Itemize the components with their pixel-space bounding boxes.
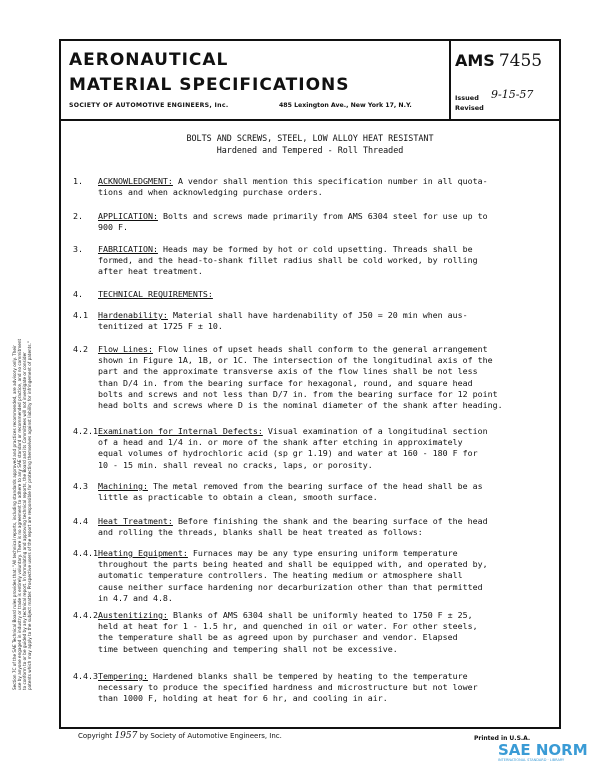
revised-label: Revised: [455, 104, 484, 112]
section-line: throughout the parts being heated and shall be equipped with, and operated by,: [98, 559, 488, 570]
copyright-by: by Society of Automotive Engineers, Inc.: [139, 732, 282, 740]
section-heading: ACKNOWLEDGMENT:: [98, 176, 173, 186]
side-note: [12, 339, 32, 690]
header-title-line2: MATERIAL SPECIFICATIONS: [69, 75, 350, 95]
section-line: than 1000 F, holding at heat for 6 hr, and cooling in air.: [98, 693, 388, 704]
section-line: necessary to produce the specified hardness and microstructure but not lower: [98, 682, 478, 693]
section-line: head bolts and screws where D is the nominal diameter of the shank after heading.: [98, 400, 503, 411]
section-line: automatic temperature controllers. The heating medium or atmosphere shall: [98, 570, 463, 581]
section-line: bolts and screws and not less than D/7 in. from the bearing surface for 12 point: [98, 388, 498, 399]
section-line: little as practicable to obtain a clean, smooth surface.: [98, 492, 378, 503]
section-line: [98, 310, 546, 321]
side-note-line: patents which may apply to the subject matter. Prospective users of the report are responsible for protecting themselves against liability for infringement of patents.": [27, 341, 32, 690]
section-number: 4.4.2: [73, 610, 98, 620]
side-note-line: Section 7C of the SAE Technical Board rules provides that: "All technical reports, including standards approved and practices recommended, are advisory only. Their: [12, 345, 17, 690]
ams-id: [455, 51, 542, 71]
section-body: [98, 481, 546, 503]
issued-label: Issued: [455, 94, 479, 102]
footer-copyright: [78, 731, 282, 741]
section-heading: Examination for Internal Defects:: [98, 426, 263, 436]
section-line: shown in Figure 1A, 1B, or 1C. The intersection of the longitudinal axis of the: [98, 355, 493, 366]
section-heading: APPLICATION:: [98, 211, 158, 221]
header-left: [61, 41, 451, 121]
issued-date: 9-15-57: [491, 88, 534, 101]
section-body: [98, 344, 546, 411]
section-text: Before finishing the shank and the bearing surface of the head: [177, 516, 488, 526]
section-line: than D/4 in. from the bearing surface for hexagonal, round, and square head: [98, 377, 473, 388]
document-frame: [59, 39, 561, 729]
section-text: Bolts and screws made primarily from AMS 6304 steel for use up to: [162, 211, 488, 221]
section-line: and rolling the threads, blanks shall be heat treated as follows:: [98, 527, 423, 538]
section-body: [98, 548, 546, 604]
section-line: equal volumes of hydrochloric acid (sp gr 1.19) and water at 160 - 180 F for: [98, 448, 478, 459]
section-heading: Hardenability:: [98, 310, 168, 320]
section-text: Hardened blanks shall be tempered by heating to the temperature: [152, 671, 468, 681]
society-name: SOCIETY OF AUTOMOTIVE ENGINEERS, Inc.: [69, 102, 229, 109]
section-number: 2.: [73, 211, 83, 221]
section-line: tenitized at 1725 F ± 10.: [98, 321, 223, 332]
section-line: [98, 211, 546, 222]
section-line: [98, 516, 546, 527]
side-note-line: use by anyone engaged in industry or trade is entirely voluntary. There is no agreement to adhere to any SAE standard or recommended practice, and no commitment: [17, 338, 22, 690]
section-heading: FABRICATION:: [98, 244, 158, 254]
section-line: of a head and 1/4 in. or more of the shank after etching in approximately: [98, 437, 463, 448]
section-body: [98, 176, 546, 198]
section-heading: Heat Treatment:: [98, 516, 173, 526]
section-line: [98, 244, 546, 255]
copyright-label: Copyright: [78, 732, 113, 740]
side-note-line: to conform to or be guided by any technical report. In formulating and approving technical reports, the Board and its Committees will not investigate or consider: [22, 352, 27, 690]
section-line: 10 - 15 min. shall reveal no cracks, laps, or porosity.: [98, 459, 373, 470]
section-line: [98, 289, 546, 300]
section-number: 4.1: [73, 310, 88, 320]
section-line: [98, 610, 546, 621]
section-line: [98, 548, 546, 559]
section-text: The metal removed from the bearing surface of the head shall be as: [152, 481, 483, 491]
section-body: [98, 671, 546, 705]
section-heading: Heating Equipment:: [98, 548, 188, 558]
ams-label: AMS: [455, 51, 495, 70]
section-text: A vendor shall mention this specification number in all quota-: [177, 176, 488, 186]
section-line: [98, 426, 546, 437]
section-heading: Flow Lines:: [98, 344, 153, 354]
section-text: Visual examination of a longitudinal section: [267, 426, 488, 436]
section-heading: Austenitizing:: [98, 610, 168, 620]
section-line: tions and when acknowledging purchase orders.: [98, 187, 323, 198]
section-number: 4.: [73, 289, 83, 299]
section-heading: Machining:: [98, 481, 148, 491]
section-body: [98, 516, 546, 538]
section-number: 4.3: [73, 481, 88, 491]
watermark-subtext: INTERNATIONAL STANDARD · LIBRARY: [498, 758, 565, 762]
section-line: [98, 671, 546, 682]
section-body: [98, 244, 546, 278]
spec-title: BOLTS AND SCREWS, STEEL, LOW ALLOY HEAT RESISTANT: [186, 133, 434, 143]
section-text: Heads may be formed by hot or cold upsetting. Threads shall be: [162, 244, 473, 254]
section-line: cause neither surface hardening nor decarburization other than that permitted: [98, 581, 483, 592]
society-address: 485 Lexington Ave., New York 17, N.Y.: [279, 102, 412, 109]
section-line: part and the approximate transverse axis of the flow lines shall be not less: [98, 366, 478, 377]
section-body: [98, 289, 546, 300]
section-number: 4.4.3: [73, 671, 98, 681]
section-line: after heat treatment.: [98, 266, 203, 277]
section-text: Flow lines of upset heads shall conform to the general arrangement: [157, 344, 488, 354]
section-number: 4.4: [73, 516, 88, 526]
section-heading: Tempering:: [98, 671, 148, 681]
section-number: 1.: [73, 176, 83, 186]
section-line: the temperature shall be as agreed upon by purchaser and vendor. Elapsed: [98, 632, 458, 643]
ams-number: 7455: [498, 51, 543, 71]
section-text: Furnaces may be any type ensuring uniform temperature: [192, 548, 458, 558]
section-line: [98, 344, 546, 355]
section-text: Blanks of AMS 6304 shall be uniformly heated to 1750 F ± 25,: [172, 610, 473, 620]
header-right: [451, 41, 559, 121]
section-line: formed, and the head-to-shank fillet radius shall be cold worked, by rolling: [98, 255, 478, 266]
section-number: 4.2.1: [73, 426, 98, 436]
section-body: [98, 610, 546, 655]
section-line: 900 F.: [98, 222, 128, 233]
section-heading: TECHNICAL REQUIREMENTS:: [98, 289, 213, 299]
section-body: [98, 426, 546, 471]
section-line: [98, 176, 546, 187]
section-line: [98, 481, 546, 492]
section-number: 4.2: [73, 344, 88, 354]
section-number: 3.: [73, 244, 83, 254]
section-number: 4.4.1: [73, 548, 98, 558]
section-line: in 4.7 and 4.8.: [98, 592, 173, 603]
spec-subtitle: Hardened and Tempered - Roll Threaded: [216, 145, 404, 155]
section-line: held at heat for 1 - 1.5 hr, and quenched in oil or water. For other steels,: [98, 621, 478, 632]
footer-printed: Printed in U.S.A.: [474, 735, 531, 742]
sae-norm-watermark: SAE NORM: [498, 741, 588, 759]
copyright-year: 1957: [114, 731, 138, 741]
section-body: [98, 310, 546, 332]
section-line: time between quenching and tempering shall not be excessive.: [98, 643, 398, 654]
section-text: Material shall have hardenability of J50 = 20 min when aus-: [172, 310, 468, 320]
header-title-line1: AERONAUTICAL: [69, 50, 229, 70]
section-body: [98, 211, 546, 233]
